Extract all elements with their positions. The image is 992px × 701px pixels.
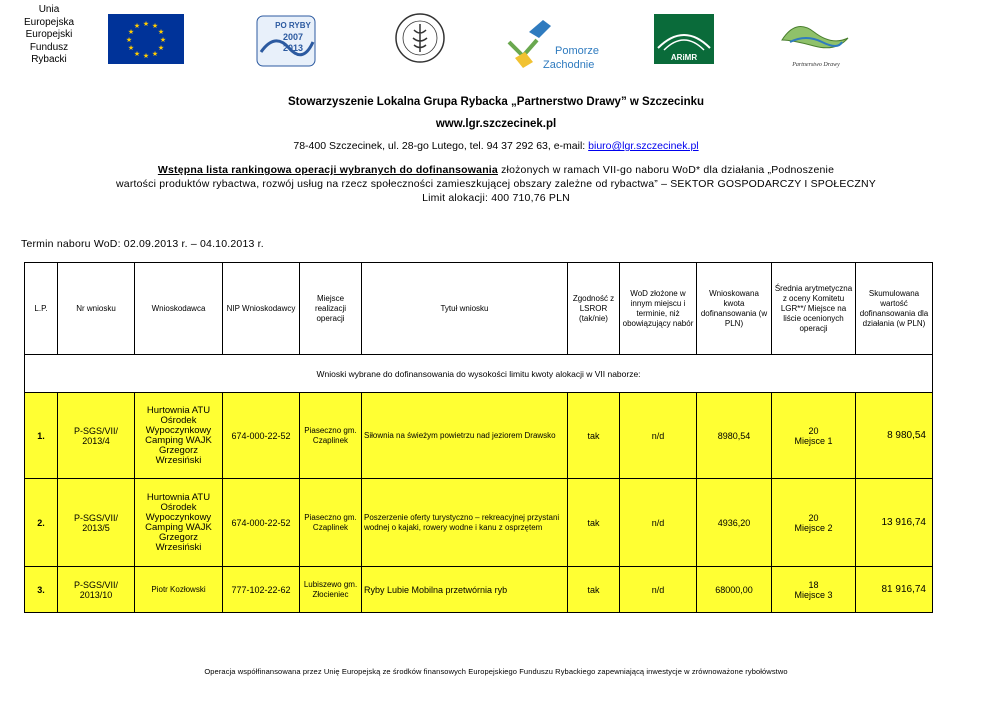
svg-text:2013: 2013 (282, 43, 304, 53)
row-tytul: Poszerzenie oferty turystyczno – rekreacyjnej przystani wodnej o kajaki, rowery wodne i kanu z osprzętem (362, 479, 568, 567)
ranking-table (24, 262, 933, 613)
svg-text:★: ★ (151, 50, 159, 58)
header-cell: Tytuł wniosku (362, 263, 568, 355)
row-miejsce: Piaseczno gm. Czaplinek (300, 479, 362, 567)
row-kwota: 8980,54 (697, 393, 772, 479)
eu-text-line: Fundusz (29, 41, 69, 53)
row-nr: P-SGS/VII/ 2013/10 (58, 567, 135, 613)
row-srednia (772, 479, 856, 567)
arimr-logo (654, 14, 714, 64)
ministry-seal-logo (394, 12, 446, 64)
row-zgodnosc: tak (568, 393, 620, 479)
svg-text:★: ★ (127, 28, 135, 36)
website-text: www.lgr.szczecinek.pl (435, 118, 557, 130)
row-wnioskodawca: Hurtownia ATU Ośrodek Wypoczynkowy Camping WAJK Grzegorz Wrzesiński (135, 393, 223, 479)
address-text: 78-400 Szczecinek, ul. 28-go Lutego, tel. 94 37 292 63, e-mail: (293, 140, 589, 152)
header-cell: Średnia arytmetyczna z oceny Komitetu LGR**/ Miejsce na liście ocenionych operacji (772, 263, 856, 355)
table-row (25, 479, 933, 567)
row-lp: 2. (25, 479, 58, 567)
svg-text:★: ★ (142, 20, 150, 28)
svg-text:★: ★ (151, 22, 159, 30)
submission-period: Termin naboru WoD: 02.09.2013 r. – 04.10.2013 r. (21, 238, 264, 250)
row-miejsce: Piaseczno gm. Czaplinek (300, 393, 362, 479)
row-wod: n/d (620, 393, 697, 479)
row-pozycja: Miejsce 3 (794, 589, 833, 600)
row-zgodnosc: tak (568, 567, 620, 613)
description-line-1 (0, 163, 992, 177)
contact-line (0, 140, 992, 152)
row-nip: 777-102-22-62 (223, 567, 300, 613)
row-srednia-value: 20 (808, 425, 819, 436)
svg-text:Zachodnie: Zachodnie (543, 59, 595, 71)
eu-text-line: Europejski (25, 29, 73, 40)
section-label: Wnioski wybrane do dofinansowania do wysokości limitu kwoty alokacji w VII naborze: (25, 355, 933, 393)
description-line-2: wartości produktów rybactwa, rozwój usług na rzecz społeczności zamieszkującej obszary zależne od rybactwa” – SEKTOR GOSPODARCZY I SPOŁECZNY (116, 178, 876, 190)
allocation-limit: Limit alokacji: 400 710,76 PLN (422, 192, 570, 204)
row-tytul: Ryby Lubie Mobilna przetwórnia ryb (362, 567, 568, 613)
row-wod: n/d (620, 479, 697, 567)
row-pozycja: Miejsce 1 (794, 435, 833, 446)
row-tytul: Siłownia na świeżym powietrzu nad jeziorem Drawsko (362, 393, 568, 479)
svg-text:★: ★ (133, 50, 141, 58)
row-nip: 674-000-22-52 (223, 479, 300, 567)
row-skumulowana: 13 916,74 (856, 479, 933, 567)
svg-text:★: ★ (127, 44, 135, 52)
row-kwota: 4936,20 (697, 479, 772, 567)
row-srednia-value: 18 (808, 579, 819, 590)
row-srednia (772, 567, 856, 613)
list-title: Wstępna lista rankingowa operacji wybranych do dofinansowania (157, 164, 498, 176)
footer-note: Operacja współfinansowana przez Unię Europejską ze środków finansowych Europejskiego Funduszu Rybackiego zapewniającą inwestycje w zrównoważone rybołówstwo (204, 667, 788, 676)
email-link[interactable]: biuro@lgr.szczecinek.pl (588, 140, 699, 152)
row-nr: P-SGS/VII/ 2013/5 (58, 479, 135, 567)
row-wnioskodawca: Piotr Kozłowski (135, 567, 223, 613)
eu-fund-text (20, 4, 78, 67)
table-row (25, 567, 933, 613)
header-cell: Miejsce realizacji operacji (300, 263, 362, 355)
svg-text:Partnerstwo Drawy: Partnerstwo Drawy (792, 62, 840, 68)
header-cell: Zgodność z LSROR (tak/nie) (568, 263, 620, 355)
section-row (25, 355, 933, 393)
row-pozycja: Miejsce 2 (794, 522, 833, 533)
header-cell: L.P. (25, 263, 58, 355)
svg-text:★: ★ (157, 28, 165, 36)
row-kwota: 68000,00 (697, 567, 772, 613)
header-cell: NIP Wnioskodawcy (223, 263, 300, 355)
row-srednia (772, 393, 856, 479)
eu-text-line: Unia Europejska (23, 4, 75, 28)
row-srednia-value: 20 (808, 512, 819, 523)
svg-text:2007: 2007 (282, 32, 304, 42)
organization-name: Stowarzyszenie Lokalna Grupa Rybacka „Partnerstwo Drawy” w Szczecinku (287, 96, 705, 108)
svg-text:Pomorze: Pomorze (555, 45, 600, 57)
row-zgodnosc: tak (568, 479, 620, 567)
table-row (25, 393, 933, 479)
svg-text:★: ★ (133, 22, 141, 30)
row-lp: 1. (25, 393, 58, 479)
svg-text:ARiMR: ARiMR (670, 53, 698, 62)
list-description (0, 163, 992, 205)
header-cell: WoD złożone w innym miejscu i terminie, niż obowiązujący nabór (620, 263, 697, 355)
svg-text:★: ★ (142, 52, 150, 60)
eu-flag-logo (108, 14, 184, 64)
row-wnioskodawca: Hurtownia ATU Ośrodek Wypoczynkowy Camping WAJK Grzegorz Wrzesiński (135, 479, 223, 567)
header-cell: Wnioskowana kwota dofinansowania (w PLN) (697, 263, 772, 355)
row-miejsce: Lubiszewo gm. Złocieniec (300, 567, 362, 613)
row-nip: 674-000-22-52 (223, 393, 300, 479)
description-text: złożonych w ramach VII-go naboru WoD* dla działania „Podnoszenie (497, 164, 835, 176)
svg-text:★: ★ (159, 36, 167, 44)
pomorze-zachodnie-logo (503, 12, 603, 74)
svg-text:★: ★ (125, 36, 133, 44)
row-skumulowana: 81 916,74 (856, 567, 933, 613)
svg-text:PO RYBY: PO RYBY (275, 21, 311, 30)
lgr-partnerstwo-drawy-logo (776, 12, 854, 70)
header-cell: Skumulowana wartość dofinansowania dla działania (w PLN) (856, 263, 933, 355)
row-skumulowana: 8 980,54 (856, 393, 933, 479)
row-lp: 3. (25, 567, 58, 613)
row-wod: n/d (620, 567, 697, 613)
svg-text:★: ★ (157, 44, 165, 52)
table-header-row (25, 263, 933, 355)
header-cell: Nr wniosku (58, 263, 135, 355)
row-nr: P-SGS/VII/ 2013/4 (58, 393, 135, 479)
header-cell: Wnioskodawca (135, 263, 223, 355)
eu-text-line: Rybacki (31, 54, 67, 65)
po-ryby-logo (255, 12, 317, 68)
